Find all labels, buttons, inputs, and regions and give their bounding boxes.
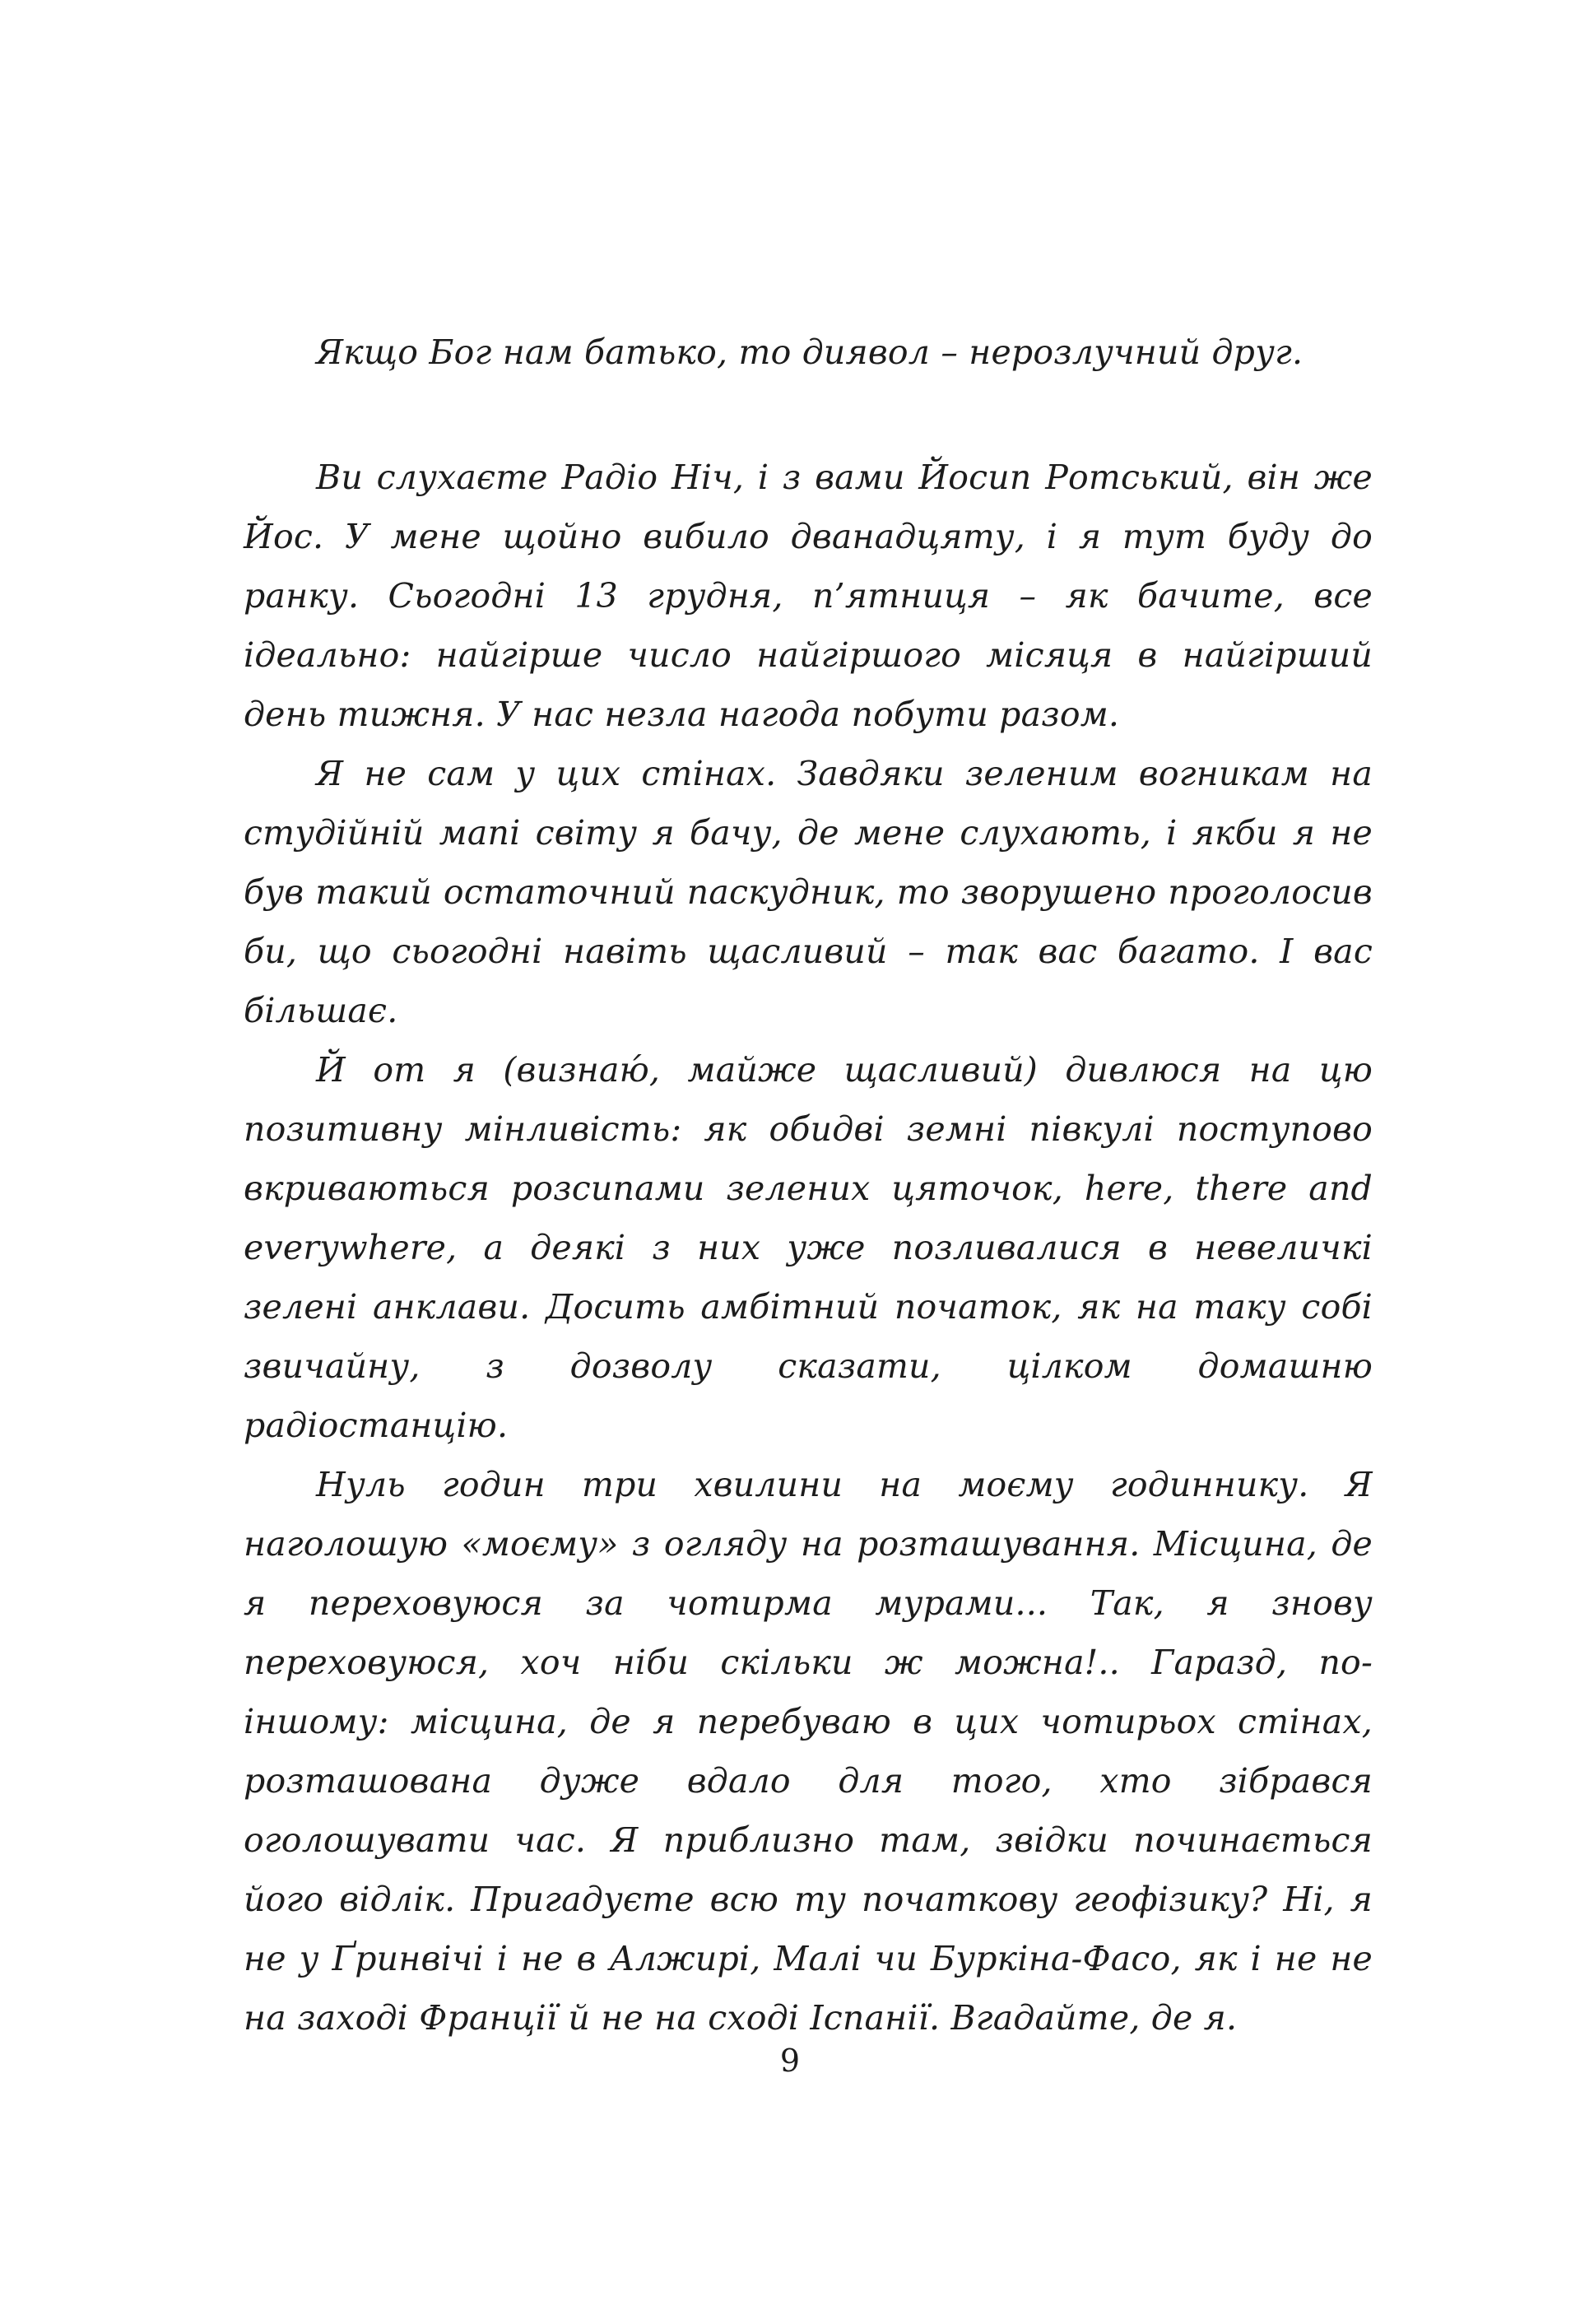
paragraph: Ви слухаєте Радіо Ніч, і з вами Йосип Ротський, він же Йос. У мене щойно вибило дванадцяту, і я тут буду до ранку. Сьогодні 13 грудня, п’ятниця – як бачите, все ідеально: найгірше число найгіршого місяця в найгірший день тижня. У нас незла нагода побути разом. bbox=[244, 458, 1373, 734]
paragraph: Я не сам у цих стінах. Завдяки зеленим вогникам на студійній мапі світу я бачу, де мене слухають, і якби я не був такий остаточний паскудник, то зворушено проголосив би, що сьогодні навіть щасливий – так вас багато. І вас більшає. bbox=[244, 754, 1373, 1030]
page-number: 9 bbox=[779, 2043, 801, 2079]
paragraph: Нуль годин три хвилини на моєму годиннику. Я наголошую «моєму» з огляду на розташування. Місцина, де я переховуюся за чотирма мурами... Так, я знову переховуюся, хоч ніби скільки ж можна!.. Гаразд, по-іншому: місцина, де я перебуваю в цих чотирьох стінах, розташована дуже вдало для того, хто зібрався оголошувати час. Я приблизно там, звідки починається його відлік. Пригадуєте всю ту початкову геофізику? Ні, я не у Ґринвічі і не в Алжирі, Малі чи Буркіна-Фасо, як і не не на заході Франції й не на сході Іспанії. Вгадайте, де я. bbox=[244, 1465, 1373, 2038]
epigraph: Якщо Бог нам батько, то диявол – нерозлучний друг. bbox=[316, 332, 1304, 372]
paragraph: Й от я (визнаю́, майже щасливий) дивлюся на цю позитивну мінливість: як обидві земні півкулі поступово вкриваються розсипами зелених цяточок, here, there and everywhere, а деякі з них уже позливалися в невеличкі зелені анклави. Досить амбітний початок, як на таку собі звичайну, з дозволу сказати, цілком домашню радіостанцію. bbox=[244, 1050, 1373, 1445]
text-column bbox=[244, 323, 1373, 2047]
